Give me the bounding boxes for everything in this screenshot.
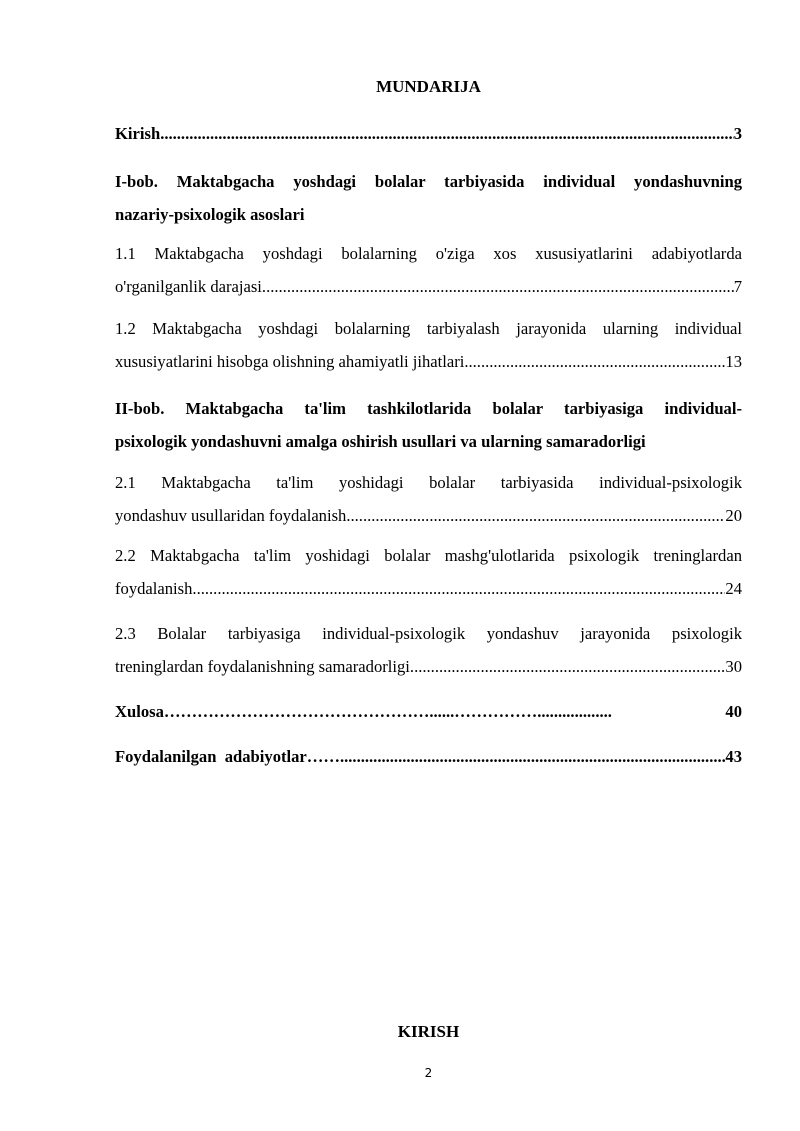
toc-entry-line: 2.2 Maktabgacha ta'lim yoshidagi bolalar mashg'ulotlarida psixologik treninglardan: [115, 546, 742, 565]
toc-entry-section-1-1[interactable]: [115, 237, 742, 303]
toc-entry-label: o'rganilganlik darajasi: [115, 277, 262, 296]
toc-page-number: 30: [725, 657, 742, 676]
toc-leader-dots: [160, 117, 734, 150]
toc-entry-adabiyotlar[interactable]: [115, 740, 742, 773]
toc-entry-chapter-2[interactable]: [115, 392, 742, 458]
toc-entry-label: Xulosa: [115, 702, 164, 721]
toc-page-number: 3: [733, 124, 742, 143]
toc-leader-ellipsis: ……: [306, 747, 340, 766]
toc-entry-label: xususiyatlarini hisobga olishning ahamiyatli jihatlari: [115, 352, 465, 371]
toc-entry-label: yondashuv usullaridan foydalanish: [115, 506, 347, 525]
toc-page-number: 13: [725, 352, 742, 371]
page-number: 2: [424, 1066, 433, 1080]
toc-entry-line: 2.3 Bolalar tarbiyasiga individual-psixologik yondashuv jarayonida psixologik: [115, 624, 742, 643]
toc-entry-line: II-bob. Maktabgacha ta'lim tashkilotlarida bolalar tarbiyasiga individual-: [115, 399, 742, 418]
toc-entry-line: 1.1 Maktabgacha yoshdagi bolalarning o'ziga xos xususiyatlarini adabiyotlarda: [115, 244, 742, 263]
toc-entry-line: nazariy-psixologik asoslari: [115, 205, 305, 224]
toc-entry-section-1-2[interactable]: [115, 312, 742, 378]
toc-entry-label: treninglardan foydalanishning samaradorligi: [115, 657, 410, 676]
toc-entry-line: psixologik yondashuvni amalga oshirish usullari va ularning samaradorligi: [115, 432, 646, 451]
toc-entry-label: Foydalanilgan adabiyotlar: [115, 747, 307, 766]
toc-page-number: 7: [733, 277, 742, 296]
toc-leader-dots: [340, 740, 725, 773]
toc-page-number: 43: [725, 747, 742, 766]
toc-entry-section-2-3[interactable]: [115, 617, 742, 683]
toc-entry-section-2-2[interactable]: [115, 539, 742, 605]
toc-leader-dots: [464, 345, 725, 378]
toc-entry-chapter-1[interactable]: [115, 165, 742, 231]
toc-entry-xulosa[interactable]: [115, 695, 742, 728]
toc-entry-line: I-bob. Maktabgacha yoshdagi bolalar tarbiyasida individual yondashuvning: [115, 172, 742, 191]
toc-entry-section-2-1[interactable]: [115, 466, 742, 532]
toc-leader-dots: [346, 499, 725, 532]
toc-page-number: 40: [725, 702, 742, 721]
toc-entry-line: 2.1 Maktabgacha ta'lim yoshidagi bolalar tarbiyasida individual-psixologik: [115, 473, 742, 492]
toc-entry-line: 1.2 Maktabgacha yoshdagi bolalarning tarbiyalash jarayonida ularning individual: [115, 319, 742, 338]
toc-leader-dots: [192, 572, 725, 605]
toc-leader-dots: …………………………………………......……………..................: [163, 702, 612, 721]
toc-leader-dots: [262, 270, 734, 303]
toc-title: MUNDARIJA: [376, 77, 481, 96]
toc-entry-label: foydalanish: [115, 579, 193, 598]
toc-page-number: 24: [725, 579, 742, 598]
toc-entry-kirish[interactable]: [115, 117, 742, 150]
toc-page-number: 20: [725, 506, 742, 525]
toc-leader-dots: [410, 650, 725, 683]
toc-entry-label: Kirish: [115, 124, 161, 143]
section-heading-kirish: KIRISH: [397, 1022, 460, 1041]
